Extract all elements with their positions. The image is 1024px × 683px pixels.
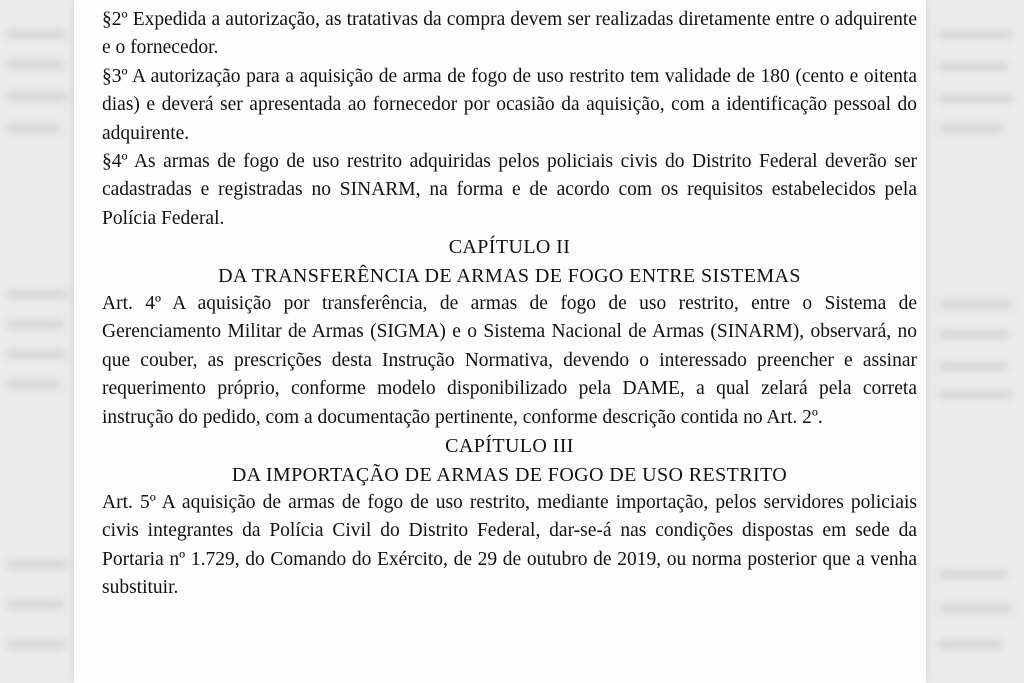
chapter-3-title: DA IMPORTAÇÃO DE ARMAS DE FOGO DE USO RESTRITO: [231, 463, 788, 486]
paragraph-section-4: §4º As armas de fogo de uso restrito adquiridas pelos policiais civis do Distrito Federal deverão ser cadastradas e registradas no SINARM, na forma e de acordo com os requisitos estabelecidos pela Polícia Federal.: [102, 151, 917, 229]
blurred-left-margin: [0, 0, 74, 683]
article-5: Art. 5º A aquisição de armas de fogo de uso restrito, mediante importação, pelos servidores policiais civis integrantes da Polícia Civil do Distrito Federal, dar-se-á nas condições dispostas em sede da Portaria nº 1.729, do Comando do Exército, de 29 de outubro de 2019, ou norma posterior que a venha substituir.: [102, 491, 917, 599]
chapter-3-number: CAPÍTULO III: [445, 435, 574, 458]
paragraph-section-2: §2º Expedida a autorização, as tratativas da compra devem ser realizadas diretamente entre o adquirente e o fornecedor.: [102, 9, 917, 59]
article-4: Art. 4º A aquisição por transferência, de armas de fogo de uso restrito, entre o Sistema de Gerenciamento Militar de Armas (SIGMA) e o Sistema Nacional de Armas (SINARM), observará, no que couber, as prescrições desta Instrução Normativa, devendo o interessado preencher e assinar requerimento próprio, conforme modelo disponibilizado pela DAME, a qual zelará pela correta instrução do pedido, com a documentação pertinente, conforme descrição contida no Art. 2º.: [102, 293, 917, 428]
chapter-2-title: DA TRANSFERÊNCIA DE ARMAS DE FOGO ENTRE SISTEMAS: [218, 264, 801, 287]
blurred-right-margin: [926, 0, 1024, 683]
document-body: [102, 0, 917, 603]
chapter-2-number: CAPÍTULO II: [448, 236, 571, 259]
paragraph-section-3: §3º A autorização para a aquisição de arma de fogo de uso restrito tem validade de 180 (cento e oitenta dias) e deverá ser apresentada ao fornecedor por ocasião da aquisição, com a identificação pessoal do adquirente.: [102, 65, 917, 144]
